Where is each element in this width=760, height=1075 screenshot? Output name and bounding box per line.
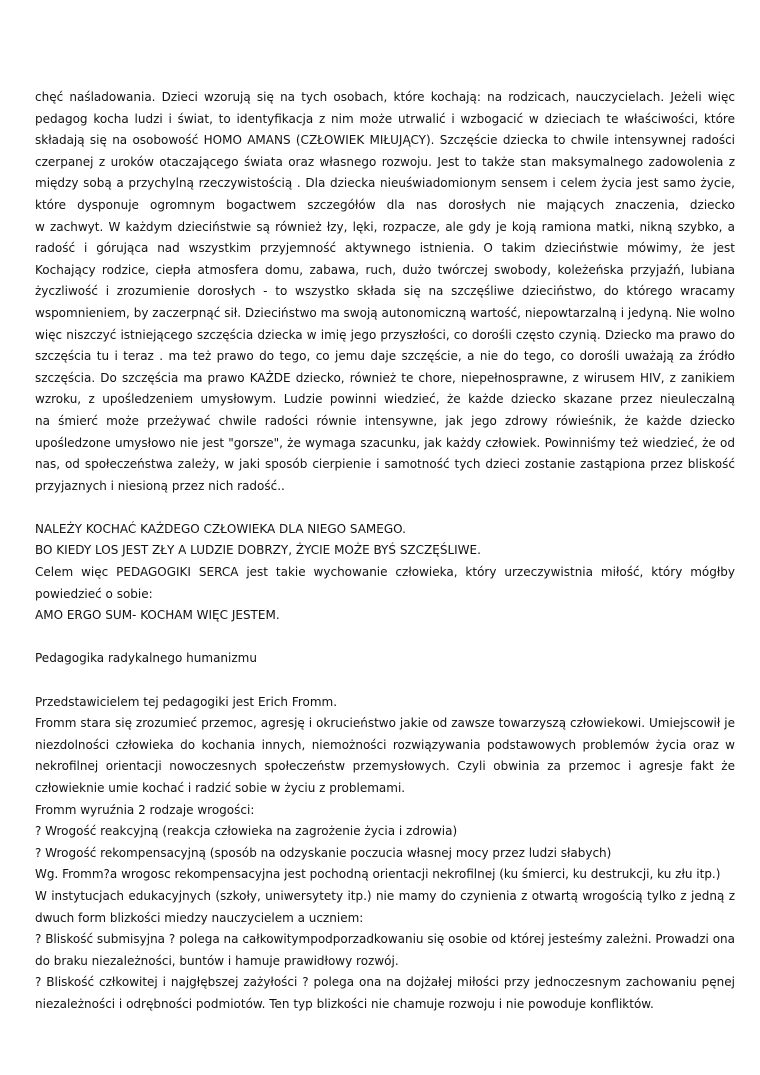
text-line: niezdolności człowieka do kochania innych, niemożności rozwiązywania podstawowych problemów życia oraz w <box>35 737 735 752</box>
text-line: W instytucjach edukacyjnych (szkoły, uniwersytety itp.) nie mamy do czynienia z otwartą wrogością tylko z jedną z <box>35 888 735 903</box>
text-line: na śmierć może przeżywać chwile radości równie intensywne, jak jego zdrowy rówieśnik, że każde dziecko <box>35 413 735 428</box>
text-line: które dysponuje ogromnym bogactwem szczegółów dla nas dorosłych nie mających znaczenia, dziecko <box>35 197 735 212</box>
text-line: Kochający rodzice, ciepła atmosfera domu, zabawa, ruch, dużo twórczej swobody, koleżeńska przyjaźń, lubiana <box>35 262 735 277</box>
text-line: Fromm wyruźnia 2 rodzaje wrogości: <box>35 802 255 817</box>
text-line: upośledzone umysłowo nie jest "gorsze", że wymaga szacunku, jak każdy człowiek. Powinniśmy też wiedzieć, że od <box>35 435 735 450</box>
text-line: Celem więc PEDAGOGIKI SERCA jest takie wychowanie człowieka, który urzeczywistnia miłość, który mógłby <box>35 565 735 580</box>
spacer <box>35 670 735 692</box>
text-line: do braku niezależności, buntów i hamuje prawidłowy rozwój. <box>35 953 399 968</box>
text-line: szczęścia tu i teraz . ma też prawo do tego, co jemu daje szczęście, a nie do tego, co dorośli uważają za źródło <box>35 349 735 364</box>
list-item: ? Wrogość rekompensacyjną (sposób na odzyskanie poczucia własnej mocy przez ludzi słabych) <box>35 845 612 860</box>
text-line: wspomnieniem, by zaczerpnąć sił. Dzieciństwo ma swoją autonomiczną wartość, niepowtarzalną i jedyną. Nie wolno <box>35 305 735 320</box>
text-line: BO KIEDY LOS JEST ZŁY A LUDZIE DOBRZY, ŻYCIE MOŻE BYŚ SZCZĘŚLIWE. <box>35 543 481 558</box>
text-line: NALEŻY KOCHAĆ KAŻDEGO CZŁOWIEKA DLA NIEGO SAMEGO. <box>35 521 406 536</box>
text-line: człowieknie umie kochać i radzić sobie w życiu z problemami. <box>35 781 406 795</box>
text-line: Przedstawicielem tej pedagogiki jest Erich Fromm. <box>35 694 338 709</box>
text-line: nekrofilnej orientacji nowoczesnych społeczeństw przemysłowych. Czyli obwinia za przemoc i agresje fakt że <box>35 759 735 774</box>
text-line: dwuch form blizkości miedzy nauczycielem a uczniem: <box>35 910 364 925</box>
text-line: w zachwyt. W każdym dzieciństwie są również łzy, lęki, rozpacze, ale gdy je koją ramiona matki, nikną szybko, a <box>35 219 735 234</box>
text-line: więc niszczyć istniejącego szczęścia dziecka w imię jego przyszłości, co dorośli często czynią. Dziecko ma prawo do <box>35 327 735 342</box>
text-line: Fromm stara się zrozumieć przemoc, agresję i okrucieństwo jakie od zawsze towarzyszą człowiekowi. Umiejscowił je <box>35 716 735 731</box>
paragraph-fromm <box>35 692 735 1016</box>
document-page <box>35 87 735 1016</box>
text-line: chęć naśladowania. Dzieci wzorują się na tych osobach, które kochają: na rodzicach, nauczycielach. Jeżeli więc <box>35 90 735 104</box>
text-line: między sobą a przychylną rzeczywistością . Dla dziecka nieuświadomionym sensem i celem życia jest samo życie, <box>35 176 735 191</box>
paragraph-happiness <box>35 87 735 497</box>
list-item: ? Bliskość submisyjna ? polega na całkowitympodporzadkowaniu się osobie od której jesteśmy zależni. Prowadzi ona <box>35 932 735 947</box>
text-line: nas, od społeczeństwa zależy, w jaki sposób cierpienie i samotność tych dzieci zostanie zastąpiona przez bliskość <box>35 457 735 472</box>
text-line: radość i górująca nad wszystkim przyjemność aktywnego istnienia. O takim dzieciństwie mówimy, że jest <box>35 241 735 256</box>
text-line: niezależności i odrębności podmiotów. Ten typ blizkości nie chamuje rozwoju i nie powoduje konfliktów. <box>35 996 654 1011</box>
paragraph-love-motto <box>35 519 735 627</box>
text-line: czerpanej z uroków otaczającego świata oraz własnego rozwoju. Jest to także stan maksymalnego zadowolenia z <box>35 154 735 169</box>
text-line: składają się na osobowość HOMO AMANS (CZŁOWIEK MIŁUJĄCY). Szczęście dziecka to chwile intensywnej radości <box>35 133 735 148</box>
text-line: Wg. Fromm?a wrogosc rekompensacyjna jest pochodną orientacji nekrofilnej (ku śmierci, ku destrukcji, ku złu itp.) <box>35 867 721 882</box>
text-line: szczęścia. Do szczęścia ma prawo KAŻDE dziecko, również te chore, niepełnosprawne, z wirusem HIV, z zanikiem <box>35 370 735 385</box>
text-line: AMO ERGO SUM- KOCHAM WIĘC JESTEM. <box>35 608 280 623</box>
text-line: życzliwość i zrozumienie dorosłych - to wszystko składa się na szczęśliwe dzieciństwo, do którego wracamy <box>35 284 735 299</box>
text-line: powiedzieć o sobie: <box>35 586 153 601</box>
text-line: pedagog kocha ludzi i świat, to identyfikacja z nim może utrwalić i wzbogacić w dzieciach te właściwości, które <box>35 111 735 126</box>
text-line: przyjaznych i niesioną przez nich radość.. <box>35 478 285 493</box>
text-line: wzroku, z upośledzeniem umysłowym. Ludzie powinni wiedzieć, że każde dziecko skazane przez nieuleczalną <box>35 392 735 407</box>
spacer <box>35 497 735 519</box>
list-item: ? Bliskość człkowitej i najgłębszej zażyłości ? polega ona na dojżałej miłości przy jednoczesnym zachowaniu pęnej <box>35 975 735 990</box>
section-heading: Pedagogika radykalnego humanizmu <box>35 651 257 666</box>
list-item: ? Wrogość reakcyjną (reakcja człowieka na zagrożenie życia i zdrowia) <box>35 824 458 839</box>
spacer <box>35 627 735 649</box>
